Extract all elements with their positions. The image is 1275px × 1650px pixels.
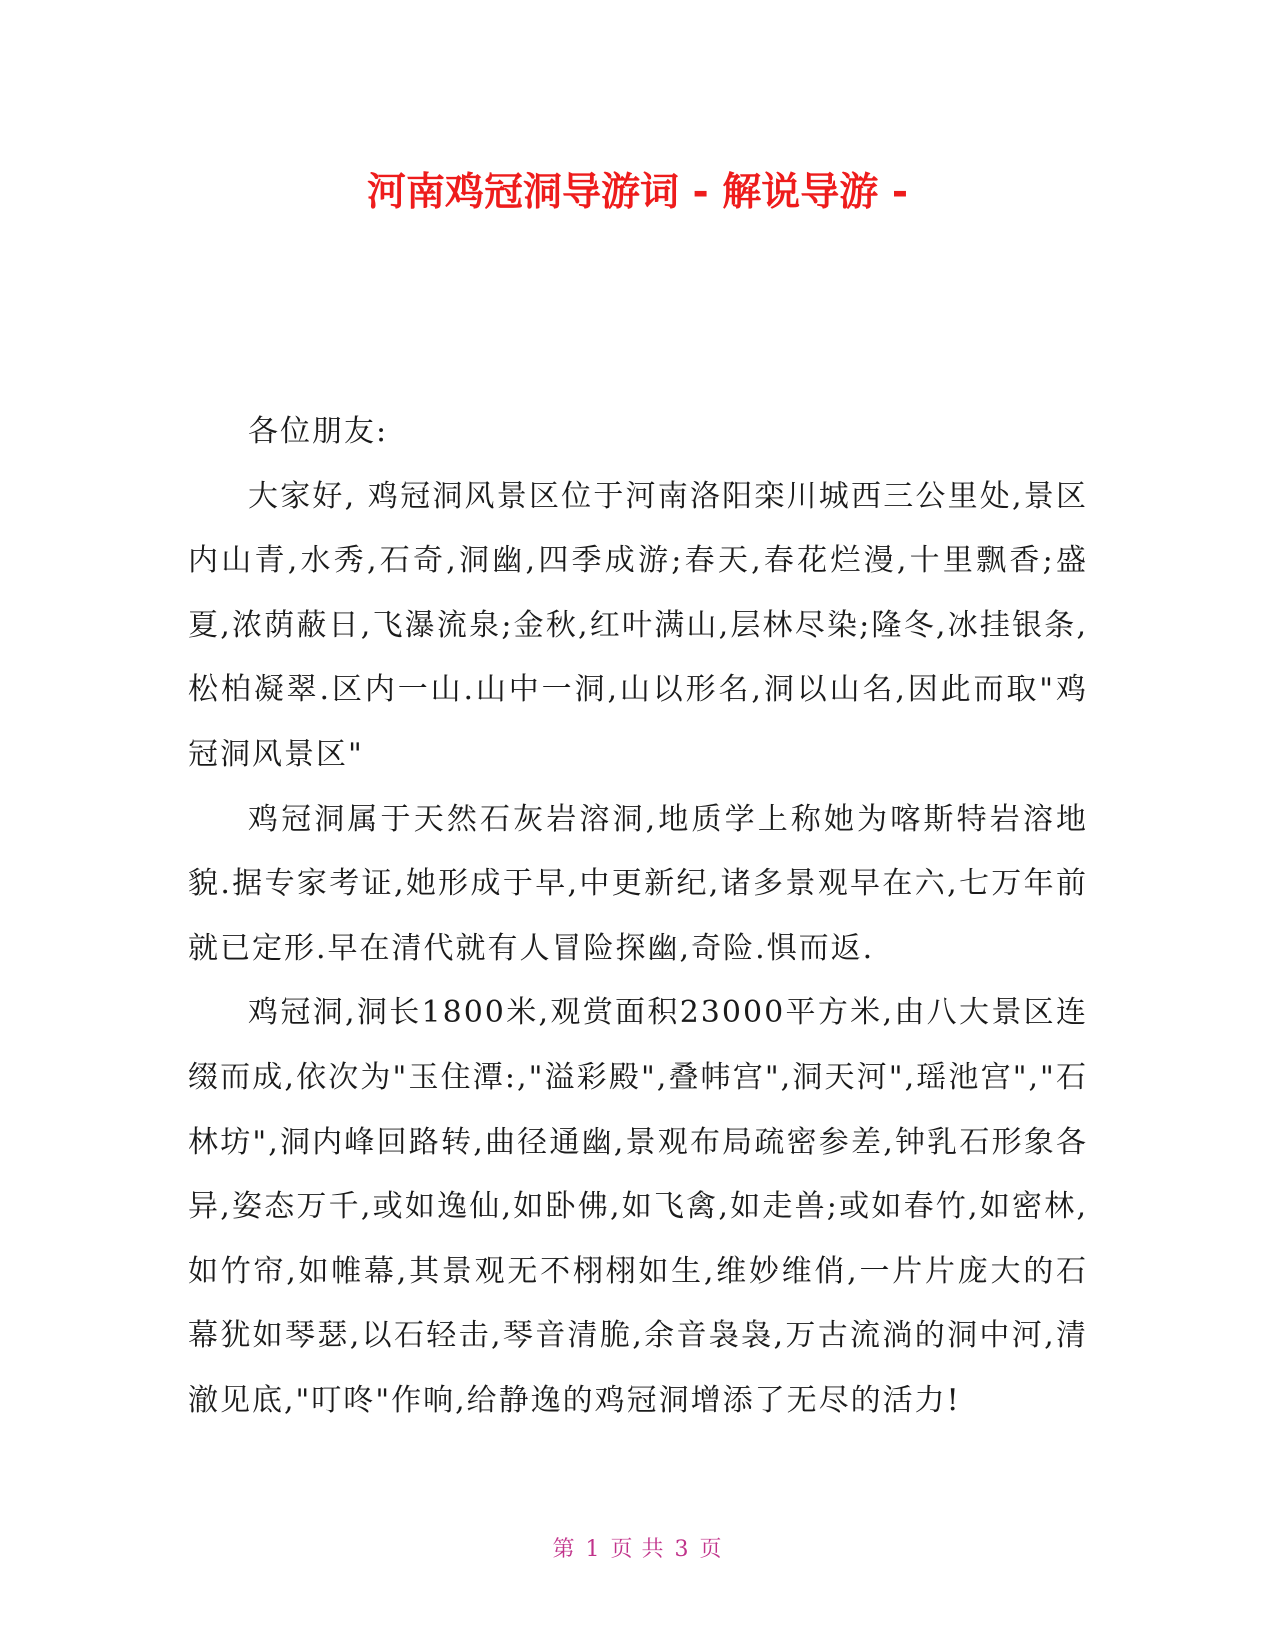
paragraph-intro: 大家好, 鸡冠洞风景区位于河南洛阳栾川城西三公里处,景区内山青,水秀,石奇,洞幽,四季成游;春天,春花烂漫,十里飘香;盛夏,浓荫蔽日,飞瀑流泉;金秋,红叶满山,层林尽染;隆冬,冰挂银条,松柏凝翠.区内一山.山中一洞,山以形名,洞以山名,因此而取"鸡冠洞风景区" <box>188 478 1088 772</box>
footer-current-page: 1 <box>585 1537 601 1562</box>
footer-mid: 页 共 <box>610 1537 665 1562</box>
footer-prefix: 第 <box>552 1537 576 1562</box>
document-title: 河南鸡冠洞导游词 - 解说导游 - <box>366 170 909 215</box>
footer-total-pages: 3 <box>674 1537 690 1562</box>
footer-suffix: 页 <box>699 1537 723 1562</box>
page-number-footer <box>0 1532 1275 1563</box>
paragraph-greeting: 各位朋友: <box>248 414 389 449</box>
paragraph-geology: 鸡冠洞属于天然石灰岩溶洞,地质学上称她为喀斯特岩溶地貌.据专家考证,她形成于早,中更新纪,诸多景观早在六,七万年前就已定形.早在清代就有人冒险探幽,奇险.惧而返. <box>188 801 1088 966</box>
document-body <box>188 400 1088 1434</box>
paragraph-scenery: 鸡冠洞,洞长1800米,观赏面积23000平方米,由八大景区连缀而成,依次为"玉住潭:,"溢彩殿",叠帏宫",洞天河",瑶池宫","石林坊",洞内峰回路转,曲径通幽,景观布局疏密参差,钟乳石形象各异,姿态万千,或如逸仙,如卧佛,如飞禽,如走兽;或如春竹,如密林,如竹帘,如帷幕,其景观无不栩栩如生,维妙维俏,一片片庞大的石幕犹如琴瑟,以石轻击,琴音清脆,余音袅袅,万古流淌的洞中河,清澈见底,"叮咚"作响,给静逸的鸡冠洞增添了无尽的活力! <box>188 995 1088 1418</box>
